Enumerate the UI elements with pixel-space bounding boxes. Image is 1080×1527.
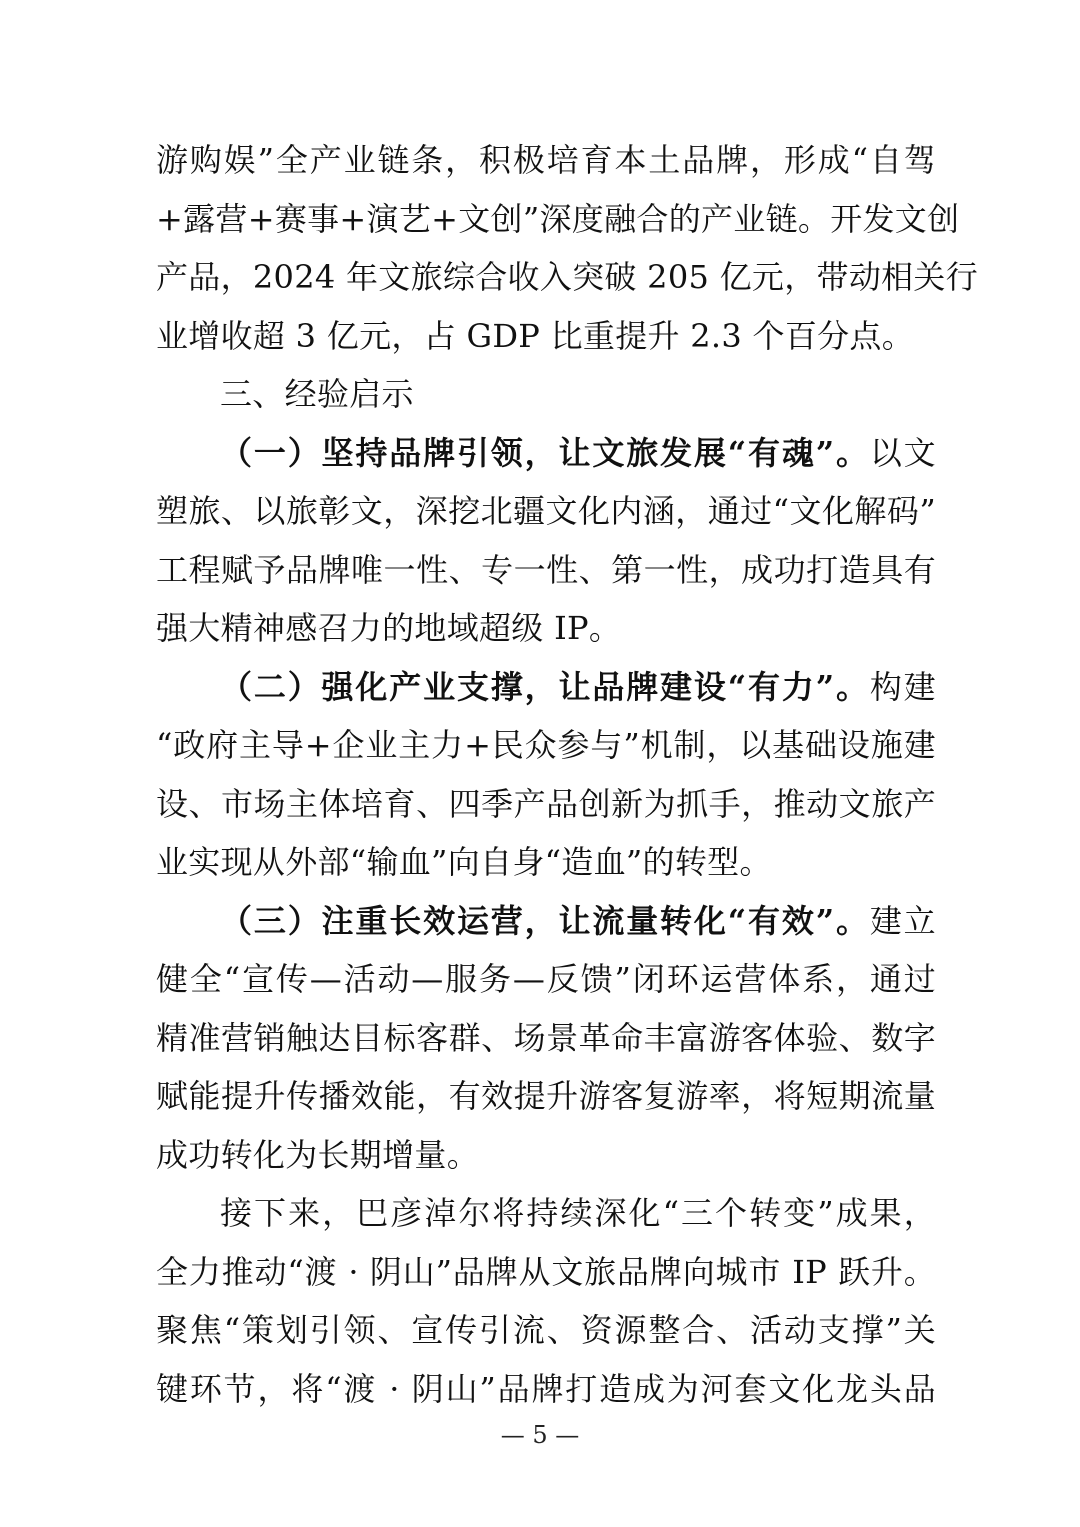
text-line: 健全“宣传—活动—服务—反馈”闭环运营体系，通过 xyxy=(156,960,936,998)
point-2-first-line xyxy=(156,658,936,717)
document-body xyxy=(156,131,979,1418)
text-line: 精准营销触达目标客群、场景革命丰富游客体验、数字 xyxy=(156,1018,936,1057)
text-line: “政府主导+企业主力+民众参与”机制，以基础设施建 xyxy=(156,726,936,764)
text-line: 塑旅、以旅彰文，深挖北疆文化内涵，通过“文化解码” xyxy=(156,492,936,530)
text-line: 产品，2024 年文旅综合收入突破 205 亿元，带动相关行 xyxy=(156,258,979,296)
text-line: 聚焦“策划引领、宣传引流、资源整合、活动支撑”关 xyxy=(156,1311,936,1349)
point-2-lead: （二）强化产业支撑，让品牌建设“有力”。 xyxy=(220,667,870,706)
point-2-first-line-rest: 构建 xyxy=(869,667,936,706)
text-line: 成功转化为长期增量。 xyxy=(156,1135,480,1174)
point-1-first-line-rest: 以文 xyxy=(869,433,936,472)
point-1-lead: （一）坚持品牌引领，让文旅发展“有魂”。 xyxy=(220,433,870,472)
page-number: — 5 — xyxy=(500,1421,580,1449)
point-3-lead: （三）注重长效运营，让流量转化“有效”。 xyxy=(220,901,870,940)
text-line: 键环节，将“渡 · 阴山”品牌打造成为河套文化龙头品 xyxy=(156,1369,936,1408)
section-heading: 三、经验启示 xyxy=(220,375,414,413)
text-line: 接下来，巴彦淖尔将持续深化“三个转变”成果， xyxy=(220,1194,936,1232)
text-line: 业增收超 3 亿元，占 GDP 比重提升 2.3 个百分点。 xyxy=(156,316,915,355)
text-line: 业实现从外部“输血”向自身“造血”的转型。 xyxy=(156,843,772,881)
text-line: +露营+赛事+演艺+文创”深度融合的产业链。开发文创 xyxy=(156,199,960,238)
text-line: 设、市场主体培育、四季产品创新为抓手，推动文旅产 xyxy=(156,784,936,823)
text-line: 强大精神感召力的地域超级 IP。 xyxy=(156,609,622,647)
point-3-first-line-rest: 建立 xyxy=(869,901,936,940)
text-line: 工程赋予品牌唯一性、专一性、第一性，成功打造具有 xyxy=(156,550,936,589)
text-line: 赋能提升传播效能，有效提升游客复游率，将短期流量 xyxy=(156,1077,936,1115)
text-line: 游购娱”全产业链条，积极培育本土品牌，形成“自驾 xyxy=(156,141,936,179)
text-line: 全力推动“渡 · 阴山”品牌从文旅品牌向城市 IP 跃升。 xyxy=(156,1252,936,1291)
point-3-first-line xyxy=(156,892,936,951)
point-1-first-line xyxy=(156,424,936,483)
